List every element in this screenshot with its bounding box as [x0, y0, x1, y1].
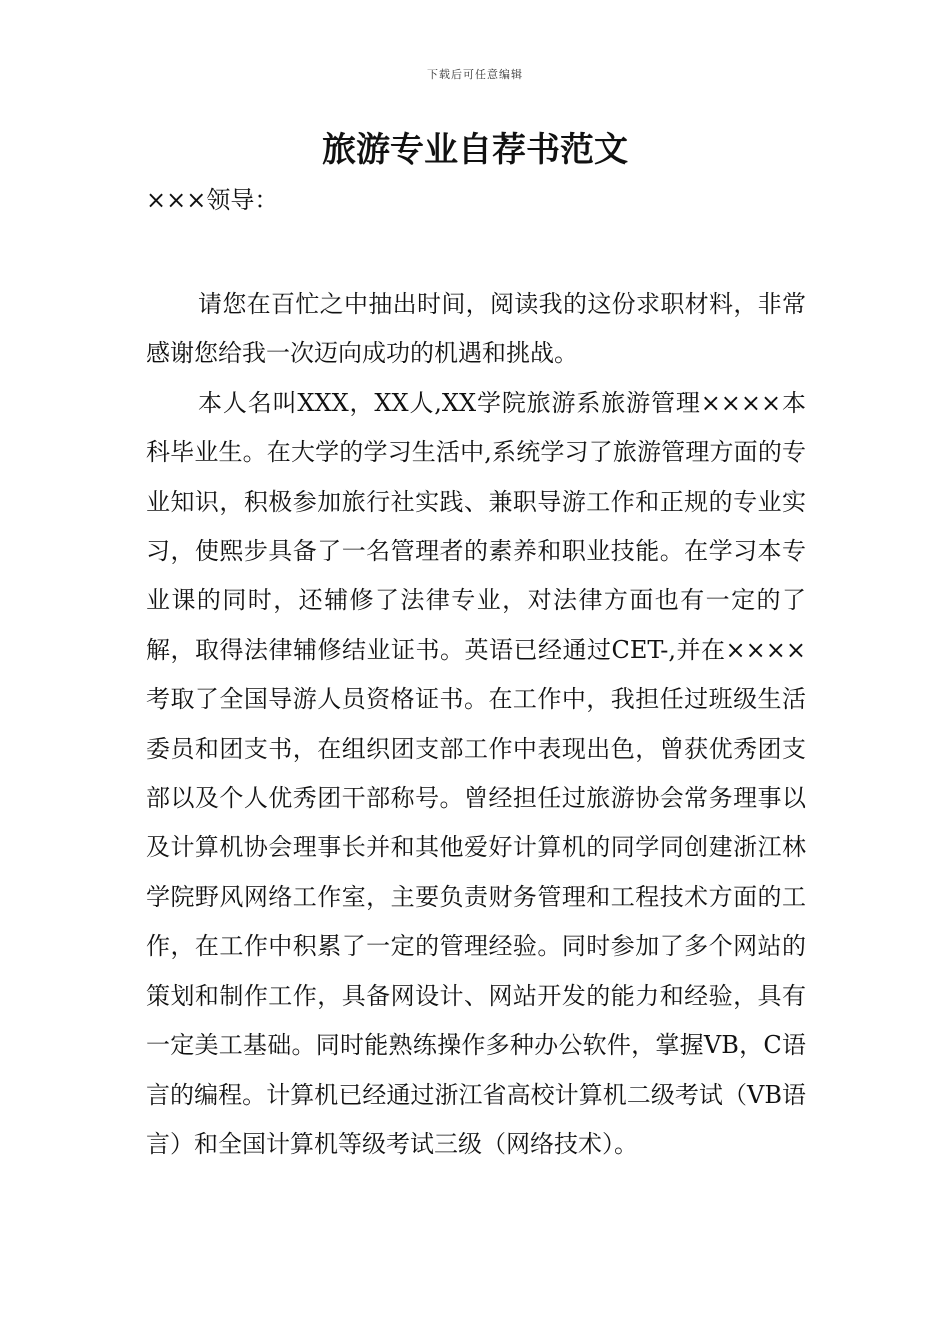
letter-body [146, 280, 806, 1169]
header-note: 下载后可任意编辑 [427, 68, 523, 81]
paragraph-background: 本人名叫XXX，XX人,XX学院旅游系旅游管理××××本科毕业生。在大学的学习生活中,系统学习了旅游管理方面的专业知识，积极参加旅行社实践、兼职导游工作和正规的专业实习，使熙步具备了一名管理者的素养和职业技能。在学习本专业课的同时，还辅修了法律专业，对法律方面也有一定的了解，取得法律辅修结业证书。英语已经通过CET-,并在××××考取了全国导游人员资格证书。在工作中，我担任过班级生活委员和团支书，在组织团支部工作中表现出色，曾获优秀团支部以及个人优秀团干部称号。曾经担任过旅游协会常务理事以及计算机协会理事长并和其他爱好计算机的同学同创建浙江林学院野风网络工作室，主要负责财务管理和工程技术方面的工作，在工作中积累了一定的管理经验。同时参加了多个网站的策划和制作工作，具备网设计、网站开发的能力和经验，具有一定美工基础。同时能熟练操作多种办公软件，掌握VB，C语言的编程。计算机已经通过浙江省高校计算机二级考试（VB语言）和全国计算机等级考试三级（网络技术）。 [146, 388, 806, 1158]
paragraph-intro: 请您在百忙之中抽出时间，阅读我的这份求职材料，非常感谢您给我一次迈向成功的机遇和挑战。 [146, 290, 806, 368]
document-title: 旅游专业自荐书范文 [322, 130, 628, 170]
salutation: ×××领导： [146, 186, 279, 214]
